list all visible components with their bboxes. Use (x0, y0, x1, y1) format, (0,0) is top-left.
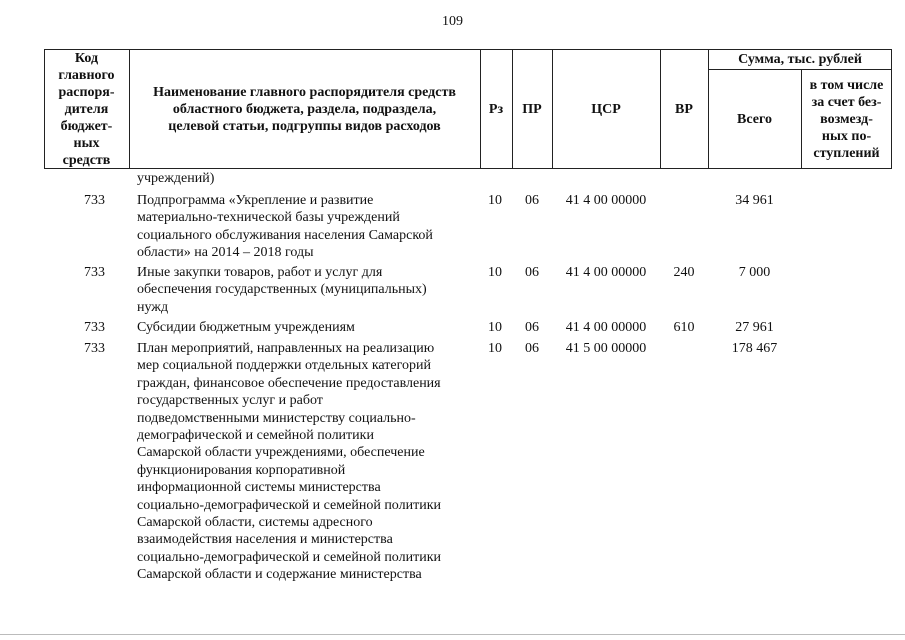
row-code: 733 (84, 265, 105, 280)
row-vr: 610 (673, 320, 695, 335)
row-code: 733 (84, 341, 105, 356)
header-name-line: целевой статьи, подгруппы видов расходов (168, 118, 441, 134)
row-name-line: взаимодействия населения и министерства (137, 532, 393, 548)
page-bottom-rule (0, 634, 905, 635)
row-name (137, 192, 482, 262)
row-total: 7 000 (738, 265, 771, 280)
header-free-line: за счет без- (811, 94, 882, 110)
header-code-line: ных (73, 135, 100, 151)
header-code-line: Код (74, 50, 99, 66)
header-code (44, 49, 129, 169)
row-name-line: нужд (137, 299, 169, 315)
row-name-line: демографической и семейной политики (137, 428, 374, 444)
row-name (137, 340, 482, 584)
row-name-line: социально-демографической и семейной политики (137, 497, 442, 513)
row-code: 733 (84, 320, 105, 335)
row-name-line: обеспечения государственных (муниципальных) (137, 282, 427, 298)
row-name-line: функционирования корпоративной (137, 462, 346, 478)
row-name-line: социального обслуживания населения Самарской (137, 227, 433, 243)
header-name-line: Наименование главного распорядителя средств (153, 84, 456, 100)
header-code-line: бюджет- (60, 118, 113, 134)
header-vr: ВР (675, 101, 693, 117)
page-number: 109 (442, 14, 463, 29)
header-sum-group: Сумма, тыс. рублей (738, 51, 862, 67)
row-csr: 41 4 00 00000 (565, 265, 647, 280)
row-name-line: информационной системы министерства (137, 480, 381, 496)
row-rz: 10 (488, 265, 502, 280)
row-vr: 240 (673, 265, 695, 280)
row-name-line: Самарской области и содержание министерства (137, 567, 422, 583)
header-free-line: возмезд- (820, 111, 873, 127)
row-pr: 06 (525, 341, 539, 356)
row-rz: 10 (488, 341, 502, 356)
row-pr: 06 (525, 320, 539, 335)
row-csr: 41 5 00 00000 (565, 341, 647, 356)
row-name-line: граждан, финансовое обеспечение предоставления (137, 375, 441, 391)
row-name-line: Подпрограмма «Укрепление и развитие (137, 193, 374, 208)
header-free (801, 69, 892, 169)
row-name-line: Субсидии бюджетным учреждениям (137, 320, 355, 335)
header-code-line: средств (62, 152, 111, 168)
header-code-line: главного (58, 67, 115, 83)
header-code-line: распоря- (58, 84, 115, 100)
row-name-line: материально-технической базы учреждений (137, 210, 400, 226)
row-name (137, 264, 482, 316)
header-name (129, 49, 480, 169)
row-name-line: План мероприятий, направленных на реализацию (137, 341, 435, 356)
row-code: 733 (84, 193, 105, 208)
row-total: 27 961 (735, 320, 774, 335)
row-pr: 06 (525, 193, 539, 208)
header-rz: Рз (488, 101, 504, 117)
row-name-line: области» на 2014 – 2018 годы (137, 245, 314, 261)
header-free-line: ных по- (821, 128, 872, 144)
row-name-line: мер социальной поддержки отдельных категорий (137, 358, 431, 374)
row-name-line: Иные закупки товаров, работ и услуг для (137, 265, 383, 280)
header-free-line: в том числе (809, 77, 884, 93)
row-name-line: государственных услуг и работ (137, 393, 323, 409)
continuation-text: учреждений) (137, 171, 215, 186)
row-name-line: подведомственными министерству социально- (137, 410, 416, 426)
row-name-line: социально-демографической и семейной политики (137, 549, 442, 565)
row-csr: 41 4 00 00000 (565, 193, 647, 208)
row-name (137, 319, 482, 336)
header-total: Всего (737, 111, 772, 127)
row-total: 34 961 (735, 193, 774, 208)
header-name-line: областного бюджета, раздела, подраздела, (172, 101, 437, 117)
row-rz: 10 (488, 320, 502, 335)
row-pr: 06 (525, 265, 539, 280)
row-total: 178 467 (731, 341, 778, 356)
row-rz: 10 (488, 193, 502, 208)
row-csr: 41 4 00 00000 (565, 320, 647, 335)
header-csr: ЦСР (591, 101, 621, 117)
row-name-line: Самарской области учреждениями, обеспечение (137, 445, 425, 461)
row-name-line: Самарской области, системы адресного (137, 515, 373, 531)
header-pr: ПР (522, 101, 542, 117)
header-code-line: дителя (64, 101, 109, 117)
header-free-line: ступлений (813, 145, 880, 161)
